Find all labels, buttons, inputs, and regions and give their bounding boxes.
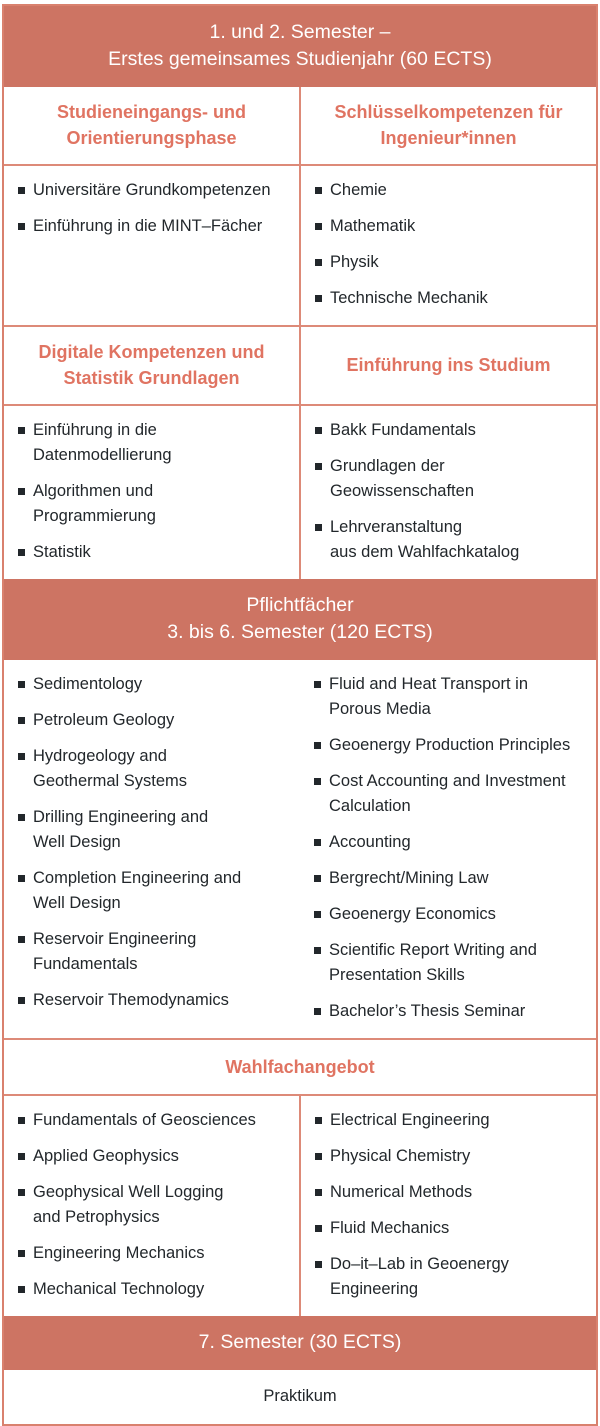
list-item-line: Reservoir Themodynamics [33, 991, 229, 1009]
list-item-line: Presentation Skills [329, 966, 465, 984]
list-item [14, 805, 290, 855]
list-item [14, 866, 290, 916]
list-item [310, 733, 586, 758]
list-item-line: Geowissenschaften [330, 482, 474, 500]
list-item-line: Calculation [329, 797, 411, 815]
list-item [14, 1241, 289, 1266]
list-item [310, 902, 586, 927]
content-row-wahlfachangebot [4, 1096, 596, 1316]
list-item-line: Fluid Mechanics [330, 1219, 450, 1237]
list-item-line: Drilling Engineering and [33, 808, 209, 826]
list-item-line: Datenmodellierung [33, 446, 172, 464]
list-item-line: Engineering Mechanics [33, 1244, 205, 1262]
list-item-line: Well Design [33, 833, 121, 851]
list-item [14, 927, 290, 977]
list-wahlfachangebot-right [311, 1108, 586, 1302]
list-einfuehrung-studium [311, 418, 586, 565]
banner-seventh-semester [4, 1316, 596, 1370]
subheading-studieneingangsphase [4, 87, 301, 164]
subheading-digitale-kompetenzen-line1: Digitale Kompetenzen und [38, 342, 265, 362]
list-item-line: Mathematik [330, 217, 416, 235]
list-item-line: Petroleum Geology [33, 711, 175, 729]
list-item [311, 286, 586, 311]
list-item-line: Einführung in die MINT–Fächer [33, 217, 263, 235]
subheading-schluesselkompetenzen-line2: Ingenieur*innen [380, 128, 517, 148]
list-item [310, 769, 586, 819]
list-item [311, 515, 586, 565]
list-item-line: Geoenergy Production Principles [329, 736, 571, 754]
list-item-line: Physical Chemistry [330, 1147, 471, 1165]
list-item [14, 672, 290, 697]
list-item [310, 938, 586, 988]
column-wahlfachangebot-right [301, 1096, 596, 1316]
list-item [311, 1108, 586, 1133]
list-item-line: Accounting [329, 833, 411, 851]
list-item-line: Scientific Report Writing and [329, 941, 537, 959]
banner-pflichtfaecher-line1: Pflichtfächer [246, 594, 354, 616]
list-item [311, 418, 586, 443]
list-item [311, 1180, 586, 1205]
subheading-row-group-b [4, 327, 596, 406]
list-item [311, 1252, 586, 1302]
list-item-line: Geothermal Systems [33, 772, 188, 790]
list-item-line: Lehrveranstaltung [330, 518, 463, 536]
list-item-line: Algorithmen und [33, 482, 154, 500]
content-row-group-b [4, 406, 596, 579]
list-item [14, 1144, 289, 1169]
list-item-line: and Petrophysics [33, 1208, 160, 1226]
list-item [14, 479, 289, 529]
list-item [14, 540, 289, 565]
list-item [14, 1277, 289, 1302]
list-item-line: Universitäre Grundkompetenzen [33, 181, 271, 199]
list-item-line: Fundamentals [33, 955, 138, 973]
list-item-line: Einführung in die [33, 421, 157, 439]
banner-year-one [4, 6, 596, 87]
list-item [310, 672, 586, 722]
list-item-line: Engineering [330, 1280, 419, 1298]
list-item-line: Statistik [33, 543, 91, 561]
list-item [14, 744, 290, 794]
subheading-einfuehrung-studium [301, 327, 596, 404]
list-item [14, 708, 290, 733]
curriculum-frame [2, 4, 598, 1426]
internship-item: Praktikum [263, 1387, 337, 1405]
list-studieneingangsphase [14, 178, 289, 239]
list-item [311, 250, 586, 275]
list-item-line: Sedimentology [33, 675, 143, 693]
list-item-line: Grundlagen der [330, 457, 445, 475]
list-item-line: Fundamentals of Geosciences [33, 1111, 256, 1129]
column-pflichtfaecher-right [300, 660, 596, 1038]
list-item [311, 1144, 586, 1169]
list-item-line: Well Design [33, 894, 121, 912]
list-item [311, 454, 586, 504]
content-row-group-a [4, 166, 596, 327]
list-item-line: Chemie [330, 181, 387, 199]
list-digitale-kompetenzen [14, 418, 289, 565]
list-pflichtfaecher-left [14, 672, 290, 1013]
subheading-studieneingangsphase-line2: Orientierungsphase [66, 128, 237, 148]
subheading-row-group-a [4, 87, 596, 166]
list-item [14, 988, 290, 1013]
list-item-line: Geophysical Well Logging [33, 1183, 224, 1201]
subheading-digitale-kompetenzen-line2: Statistik Grundlagen [63, 368, 240, 388]
column-pflichtfaecher-left [4, 660, 300, 1038]
banner-pflichtfaecher-line2: 3. bis 6. Semester (120 ECTS) [167, 621, 433, 643]
subheading-schluesselkompetenzen-line1: Schlüsselkompetenzen für [334, 102, 563, 122]
banner-year-one-line1: 1. und 2. Semester – [209, 21, 391, 43]
list-item-line: Numerical Methods [330, 1183, 473, 1201]
list-item [14, 178, 289, 203]
list-item [311, 1216, 586, 1241]
list-item-line: aus dem Wahlfachkatalog [330, 543, 520, 561]
banner-seventh-semester-line1: 7. Semester (30 ECTS) [198, 1331, 402, 1353]
list-item-line: Electrical Engineering [330, 1111, 490, 1129]
column-wahlfachangebot-left [4, 1096, 301, 1316]
subheading-studieneingangsphase-line1: Studieneingangs- und [57, 102, 246, 122]
subheading-digitale-kompetenzen [4, 327, 301, 404]
content-row-pflichtfaecher [4, 660, 596, 1040]
list-item-line: Bakk Fundamentals [330, 421, 476, 439]
list-item-line: Hydrogeology and [33, 747, 167, 765]
list-item-line: Fluid and Heat Transport in [329, 675, 529, 693]
list-item-line: Cost Accounting and Investment [329, 772, 566, 790]
list-item [311, 178, 586, 203]
list-wahlfachangebot-left [14, 1108, 289, 1302]
list-item-line: Do–it–Lab in Geoenergy [330, 1255, 509, 1273]
list-item-line: Reservoir Engineering [33, 930, 197, 948]
list-item [14, 214, 289, 239]
list-item-line: Technische Mechanik [330, 289, 488, 307]
subheading-wahlfachangebot: Wahlfachangebot [4, 1040, 596, 1096]
list-pflichtfaecher-right [310, 672, 586, 1024]
list-schluesselkompetenzen [311, 178, 586, 311]
list-item-line: Geoenergy Economics [329, 905, 496, 923]
list-item-line: Bachelor’s Thesis Seminar [329, 1002, 526, 1020]
subheading-einfuehrung-studium-line1: Einführung ins Studium [346, 355, 551, 375]
list-item-line: Applied Geophysics [33, 1147, 179, 1165]
list-item [310, 830, 586, 855]
column-studieneingangsphase [4, 166, 301, 325]
list-item [14, 1180, 289, 1230]
column-digitale-kompetenzen [4, 406, 301, 579]
banner-year-one-line2: Erstes gemeinsames Studienjahr (60 ECTS) [108, 48, 492, 70]
column-schluesselkompetenzen [301, 166, 596, 325]
banner-pflichtfaecher [4, 579, 596, 660]
list-item-line: Mechanical Technology [33, 1280, 205, 1298]
list-item-line: Physik [330, 253, 379, 271]
list-item [14, 1108, 289, 1133]
list-item [311, 214, 586, 239]
list-item [14, 418, 289, 468]
column-einfuehrung-studium [301, 406, 596, 579]
list-item-line: Programmierung [33, 507, 156, 525]
list-item-line: Porous Media [329, 700, 431, 718]
subheading-schluesselkompetenzen [301, 87, 596, 164]
list-item [310, 999, 586, 1024]
list-item [310, 866, 586, 891]
list-item-line: Completion Engineering and [33, 869, 242, 887]
list-item-line: Bergrecht/Mining Law [329, 869, 489, 887]
